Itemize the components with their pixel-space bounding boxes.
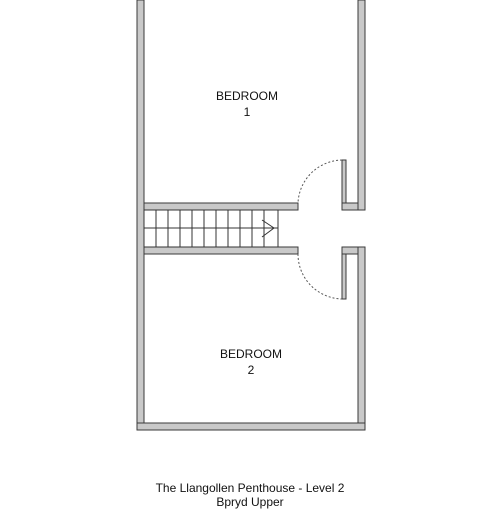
room-name: BEDROOM [215, 89, 278, 103]
room-label-bedroom-1 [187, 88, 307, 120]
room-label-bedroom-2 [191, 346, 311, 378]
room-name: BEDROOM [219, 347, 282, 361]
plan-title: The Llangollen Penthouse - Level 2 [155, 481, 345, 495]
room-number: 2 [247, 363, 255, 377]
wall-mid-upper [144, 203, 298, 210]
door-leaf-bedroom-2 [342, 254, 346, 299]
door-swing-bedroom-1 [298, 160, 342, 203]
wall-stub-lower [342, 247, 358, 254]
plan-subtitle: Bpryd Upper [216, 495, 284, 509]
wall-right-upper [358, 0, 365, 210]
room-number: 1 [243, 105, 251, 119]
wall-right-lower [358, 247, 365, 430]
staircase [144, 210, 278, 247]
door-swing-bedroom-2 [298, 254, 342, 299]
wall-left [137, 0, 144, 430]
wall-bottom [137, 423, 365, 430]
wall-mid-lower [144, 247, 298, 254]
wall-stub-upper [342, 203, 358, 210]
door-leaf-bedroom-1 [342, 160, 346, 203]
